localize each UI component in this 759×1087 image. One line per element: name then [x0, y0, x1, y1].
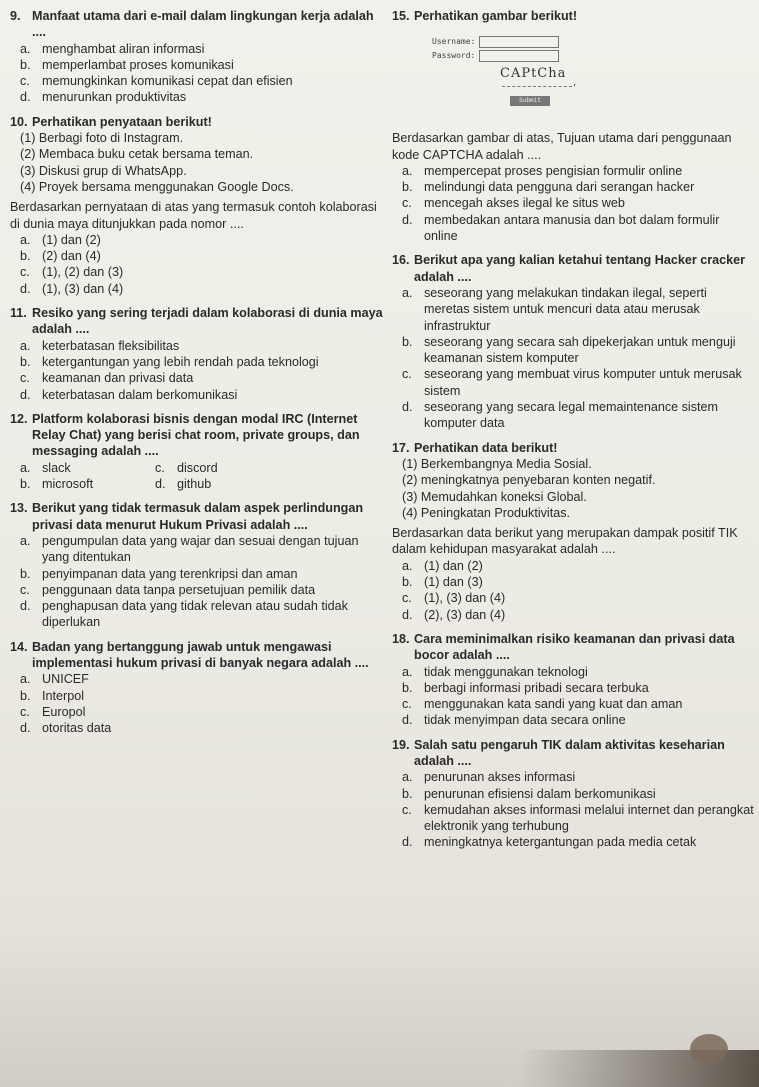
- option-text: (1) dan (2): [42, 232, 101, 247]
- option-letter: a.: [402, 163, 413, 178]
- question-text: Cara meminimalkan risiko keamanan dan privasi data bocor adalah ....: [414, 631, 735, 663]
- question-header: [10, 305, 388, 338]
- option-text: otoritas data: [42, 721, 112, 736]
- option-letter: d.: [402, 713, 413, 728]
- option-letter: d.: [20, 387, 31, 402]
- spacer: [392, 851, 754, 857]
- option-text: penyimpanan data yang terenkripsi dan aman: [42, 566, 298, 581]
- answer-option: [10, 281, 388, 297]
- question-header: [392, 737, 754, 770]
- question-number: 9.: [10, 9, 21, 23]
- option-text: meningkatnya ketergantungan pada media cetak: [424, 835, 697, 850]
- answer-option: [10, 704, 388, 720]
- option-letter: b.: [20, 57, 31, 72]
- option-text: seseorang yang secara sah dipekerjakan untuk menguji keamanan sistem komputer: [424, 334, 736, 366]
- username-field: [479, 36, 559, 48]
- option-text: penurunan efisiensi dalam berkomunikasi: [424, 786, 656, 801]
- option-letter: c.: [402, 591, 412, 606]
- spacer: [392, 623, 754, 629]
- spacer: [10, 403, 388, 409]
- option-text: menggunakan kata sandi yang kuat dan aman: [424, 697, 683, 712]
- answer-option: [392, 558, 754, 574]
- cursor-icon: ’: [572, 83, 577, 93]
- question-text: Platform kolaborasi bisnis dengan modal IRC (Internet Relay Chat) yang berisi chat room, private groups, dan messaging adalah ....: [32, 411, 360, 459]
- question-text: Berikut yang tidak termasuk dalam aspek perlindungan privasi data menurut Hukum Privasi adalah ....: [32, 501, 364, 532]
- question-12: [10, 411, 388, 492]
- question-text: Resiko yang sering terjadi dalam kolaborasi di dunia maya adalah ....: [32, 306, 383, 337]
- option-letter: b.: [402, 180, 413, 195]
- spacer: [10, 736, 388, 742]
- option-letter: c.: [402, 196, 412, 211]
- spacer: [10, 492, 388, 498]
- answer-option: [10, 582, 388, 598]
- password-label: Password:: [432, 51, 476, 61]
- option-letter: b.: [402, 334, 413, 349]
- option-text: tidak menggunakan teknologi: [424, 664, 588, 679]
- option-letter: a.: [402, 770, 413, 785]
- option-text: (1), (3) dan (4): [424, 591, 506, 606]
- answer-option: [10, 264, 388, 280]
- option-letter: b.: [402, 680, 413, 695]
- option-letter: c.: [402, 697, 412, 712]
- answer-option: [10, 73, 388, 89]
- question-instruction: Berdasarkan data berikut yang merupakan dampak positif TIK dalam kehidupan masyarakat adalah ....: [392, 526, 738, 557]
- question-10: [10, 114, 388, 297]
- option-text: (1), (3) dan (4): [42, 281, 124, 296]
- option-letter: b.: [20, 566, 31, 581]
- option-text: ketergantungan yang lebih rendah pada teknologi: [42, 354, 319, 369]
- question-instruction: Berdasarkan gambar di atas, Tujuan utama dari penggunaan kode CAPTCHA adalah ....: [392, 131, 732, 162]
- option-letter: b.: [20, 477, 31, 492]
- question-text: Berikut apa yang kalian ketahui tentang Hacker cracker adalah ....: [414, 253, 746, 284]
- answer-option: [392, 574, 754, 590]
- question-11: [10, 305, 388, 403]
- question-number: 13.: [10, 501, 28, 516]
- question-number: 18.: [392, 631, 410, 646]
- option-letter: a.: [402, 285, 413, 300]
- option-text: Interpol: [42, 688, 85, 703]
- option-letter: c.: [402, 367, 412, 382]
- answer-option: [10, 338, 388, 354]
- option-letter: b.: [20, 354, 31, 369]
- answer-option: [392, 769, 754, 785]
- option-text: tidak menyimpan data secara online: [424, 713, 626, 728]
- option-letter: a.: [20, 41, 31, 56]
- answer-option-row: [10, 476, 388, 492]
- option-letter: d.: [20, 90, 31, 105]
- option-letter: b.: [20, 688, 31, 703]
- answer-option: [392, 334, 754, 367]
- captcha-figure: [432, 28, 622, 116]
- option-text: membedakan antara manusia dan bot dalam formulir online: [424, 212, 720, 244]
- option-letter: c.: [402, 802, 412, 817]
- option-text: berbagi informasi pribadi secara terbuka: [424, 680, 649, 695]
- option-text: seseorang yang membuat virus komputer untuk merusak sistem: [424, 367, 742, 398]
- question-header: [10, 411, 388, 460]
- option-letter: a.: [20, 533, 31, 548]
- statement-item: (3) Diskusi grup di WhatsApp.: [20, 163, 187, 178]
- option-text: penghapusan data yang tidak relevan atau sudah tidak diperlukan: [42, 599, 348, 630]
- option-text: github: [177, 477, 212, 492]
- question-instruction: Berdasarkan pernyataan di atas yang termasuk contoh kolaborasi di dunia maya ditunjukkan pada nomor ....: [10, 200, 377, 231]
- answer-option: [392, 712, 754, 728]
- option-text: seseorang yang melakukan tindakan ilegal, seperti meretas sistem untuk mencuri data atau merusak infrastruktur: [424, 285, 707, 333]
- answer-option: [392, 212, 754, 245]
- answer-option: [392, 590, 754, 606]
- option-text: keterbatasan dalam berkomunikasi: [42, 387, 238, 402]
- answer-option: [392, 285, 754, 334]
- option-letter: d.: [155, 477, 166, 492]
- answer-option: [155, 476, 290, 492]
- answer-option: [392, 163, 754, 179]
- question-header: [10, 114, 388, 130]
- option-text: (1) dan (3): [424, 575, 483, 590]
- question-header: [10, 639, 388, 672]
- option-letter: d.: [402, 400, 413, 415]
- option-letter: a.: [402, 664, 413, 679]
- option-text: microsoft: [42, 477, 94, 492]
- answer-option: [10, 688, 388, 704]
- answer-option: [10, 41, 388, 57]
- option-text: menghambat aliran informasi: [42, 41, 205, 56]
- spacer: [10, 631, 388, 637]
- option-text: discord: [177, 460, 218, 475]
- answer-option: [10, 720, 388, 736]
- answer-option: [392, 834, 754, 850]
- question-number: 15.: [392, 9, 410, 23]
- statement-item: (1) Berkembangnya Media Sosial.: [402, 456, 592, 471]
- option-letter: c.: [20, 74, 30, 89]
- answer-option: [10, 598, 388, 631]
- question-19: [392, 737, 754, 851]
- question-number: 16.: [392, 253, 410, 268]
- question-header: [10, 500, 388, 533]
- answer-option: [392, 696, 754, 712]
- spacer: [10, 106, 388, 112]
- answer-option: [392, 607, 754, 623]
- option-text: pengumpulan data yang wajar dan sesuai dengan tujuan yang ditentukan: [42, 533, 359, 565]
- question-number: 14.: [10, 639, 28, 654]
- option-letter: d.: [402, 607, 413, 622]
- option-text: memungkinkan komunikasi cepat dan efisien: [42, 74, 293, 89]
- answer-option: [10, 354, 388, 370]
- question-number: 10.: [10, 114, 28, 129]
- answer-option: [10, 566, 388, 582]
- option-letter: c.: [20, 582, 30, 597]
- option-letter: b.: [402, 786, 413, 801]
- question-text: Manfaat utama dari e-mail dalam lingkungan kerja adalah ....: [32, 9, 374, 40]
- spacer: [392, 244, 754, 250]
- password-field: [479, 50, 559, 62]
- question-header: [392, 8, 754, 24]
- option-letter: d.: [20, 721, 31, 736]
- spacer: [392, 432, 754, 438]
- question-9: [10, 8, 388, 106]
- option-text: menurunkan produktivitas: [42, 90, 187, 105]
- statement-item: (4) Proyek bersama menggunakan Google Docs.: [20, 179, 294, 194]
- option-letter: d.: [20, 281, 31, 296]
- option-text: slack: [42, 460, 71, 475]
- option-text: Europol: [42, 704, 86, 719]
- answer-option: [10, 89, 388, 105]
- option-text: (2) dan (4): [42, 249, 101, 264]
- statement-item: (4) Peningkatan Produktivitas.: [402, 505, 571, 520]
- statement-item: (1) Berbagi foto di Instagram.: [20, 131, 184, 146]
- option-letter: a.: [20, 460, 31, 475]
- answer-option: [10, 248, 388, 264]
- option-letter: b.: [402, 575, 413, 590]
- answer-option: [20, 476, 155, 492]
- option-text: (1) dan (2): [424, 558, 483, 573]
- question-header: [392, 440, 754, 456]
- option-text: penggunaan data tanpa persetujuan pemilik data: [42, 582, 316, 597]
- username-label: Username:: [432, 37, 476, 47]
- option-text: mempercepat proses pengisian formulir online: [424, 163, 683, 178]
- spacer: [10, 297, 388, 303]
- question-text: Perhatikan data berikut!: [414, 440, 558, 455]
- question-number: 12.: [10, 411, 28, 426]
- option-letter: a.: [20, 672, 31, 687]
- question-15: [392, 8, 754, 244]
- answer-option: [155, 460, 290, 476]
- answer-option: [10, 370, 388, 386]
- option-letter: a.: [402, 558, 413, 573]
- question-header: [392, 252, 754, 285]
- answer-option: [392, 179, 754, 195]
- question-text: Perhatikan gambar berikut!: [414, 9, 578, 23]
- answer-option: [10, 387, 388, 403]
- option-letter: c.: [20, 704, 30, 719]
- answer-option: [392, 664, 754, 680]
- question-number: 19.: [392, 737, 410, 752]
- spacer: [392, 729, 754, 735]
- statement-item: (3) Memudahkan koneksi Global.: [402, 489, 587, 504]
- question-18: [392, 631, 754, 729]
- answer-option: [10, 57, 388, 73]
- option-text: memperlambat proses komunikasi: [42, 57, 234, 72]
- answer-option: [10, 671, 388, 687]
- option-text: mencegah akses ilegal ke situs web: [424, 196, 625, 211]
- option-letter: b.: [20, 249, 31, 264]
- option-text: (2), (3) dan (4): [424, 607, 506, 622]
- question-number: 11.: [10, 306, 27, 321]
- option-letter: c.: [155, 460, 165, 475]
- option-text: melindungi data pengguna dari serangan hacker: [424, 180, 695, 195]
- option-letter: c.: [20, 371, 30, 386]
- statement-item: (2) Membaca buku cetak bersama teman.: [20, 147, 254, 162]
- option-letter: a.: [20, 232, 31, 247]
- answer-option: [392, 802, 754, 835]
- option-text: kemudahan akses informasi melalui internet dan perangkat elektronik yang terhubung: [424, 802, 754, 834]
- option-letter: d.: [402, 212, 413, 227]
- answer-option: [392, 680, 754, 696]
- left-column: [10, 6, 388, 742]
- question-text: Perhatikan penyataan berikut!: [32, 114, 212, 129]
- submit-button: Submit: [510, 96, 550, 106]
- option-text: penurunan akses informasi: [424, 770, 576, 785]
- answer-option: [392, 399, 754, 432]
- question-16: [392, 252, 754, 431]
- captcha-code: CAPtCha: [500, 66, 567, 82]
- statement-item: (2) meningkatnya penyebaran konten negatif.: [402, 473, 656, 488]
- option-letter: d.: [402, 835, 413, 850]
- thumb-shadow: [690, 1034, 728, 1064]
- captcha-input-line: [502, 86, 572, 87]
- answer-option: [392, 786, 754, 802]
- option-text: keamanan dan privasi data: [42, 371, 194, 386]
- answer-option: [20, 460, 155, 476]
- option-text: (1), (2) dan (3): [42, 265, 124, 280]
- question-text: Salah satu pengaruh TIK dalam aktivitas keseharian adalah ....: [414, 737, 725, 768]
- option-letter: c.: [20, 265, 30, 280]
- option-text: UNICEF: [42, 672, 89, 687]
- answer-option: [392, 366, 754, 399]
- option-letter: d.: [20, 599, 31, 614]
- password-row: [432, 48, 559, 64]
- answer-option: [10, 533, 388, 566]
- question-header: [392, 631, 754, 664]
- answer-option: [10, 232, 388, 248]
- question-13: [10, 500, 388, 630]
- option-text: keterbatasan fleksibilitas: [42, 338, 180, 353]
- answer-option: [392, 195, 754, 211]
- answer-option-row: [10, 460, 388, 476]
- option-text: seseorang yang secara legal memaintenance sistem komputer data: [424, 400, 719, 431]
- right-column: [392, 6, 754, 857]
- question-14: [10, 639, 388, 737]
- question-number: 17.: [392, 440, 410, 455]
- question-text: Badan yang bertanggung jawab untuk mengawasi implementasi hukum privasi di banyak negara adalah ....: [32, 639, 369, 670]
- option-letter: a.: [20, 338, 31, 353]
- question-17: [392, 440, 754, 623]
- question-header: [10, 8, 388, 41]
